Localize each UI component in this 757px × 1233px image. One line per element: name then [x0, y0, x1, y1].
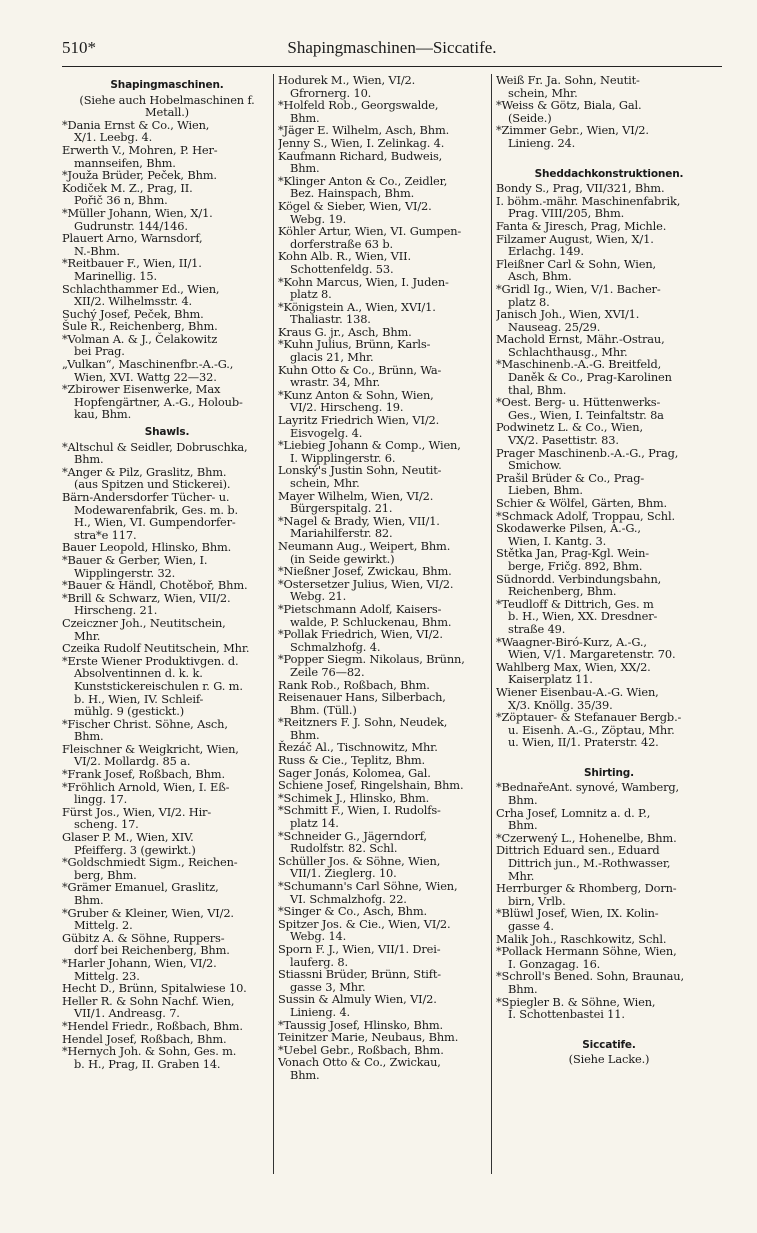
directory-entry: Hecht D., Brünn, Spitalwiese 10. [62, 981, 247, 996]
directory-entry: Filzamer August, Wien, X/1. Erlachg. 149. [496, 231, 654, 259]
directory-entry: Heller R. & Sohn Nachf. Wien, VII/1. Andreasg. 7. [62, 993, 235, 1021]
directory-column-3 [496, 74, 722, 1214]
section-heading: Sheddachkonstruktionen. [534, 167, 684, 180]
directory-entry: *Hernych Joh. & Sohn, Ges. m. b. H., Prag, II. Graben 14. [62, 1044, 237, 1071]
section-heading: Shawls. [144, 426, 190, 439]
directory-entry: *BednařeAnt. synové, Wamberg, Bhm. [496, 780, 680, 808]
directory-entry: Řezáč Al., Tischnowitz, Mhr. [278, 740, 438, 755]
directory-entry: Schlachthammer Ed., Wien, XII/2. Wilhelmsstr. 4. [62, 281, 220, 309]
directory-entry: Suchý Josef, Peček, Bhm. [62, 306, 204, 321]
directory-entry: *Zbirower Eisenwerke, Max Hopfengärtner, A.-G., Holoub- kau, Bhm. [62, 382, 243, 422]
column-divider [273, 74, 274, 1174]
directory-entry: Sager Jonás, Kolomea, Gal. [278, 765, 431, 780]
directory-entry: Sussin & Almuly Wien, VI/2. Linieng. 4. [278, 992, 437, 1019]
directory-entry: *Kohn Marcus, Wien, I. Juden- platz 8. [278, 274, 449, 302]
directory-entry: Herrburger & Rhomberg, Dorn- birn, Vrlb. [496, 881, 677, 908]
directory-entry: *Reitzners F. J. Sohn, Neudek, Bhm. [278, 715, 448, 742]
directory-entry: *Schroll's Bened. Sohn, Braunau, Bhm. [496, 969, 684, 996]
directory-entry: Crha Josef, Lomnitz a. d. P., Bhm. [496, 805, 651, 833]
directory-entry: *Singer & Co., Asch, Bhm. [278, 904, 427, 919]
directory-entry: Malik Joh., Raschkowitz, Schl. [496, 931, 667, 946]
directory-entry: Schiene Josef, Ringelshain, Bhm. [278, 778, 464, 793]
directory-entry: Reisenauer Hans, Silberbach, Bhm. (Tüll.) [278, 690, 446, 717]
directory-entry: *Czerwený L., Hohenelbe, Bhm. [496, 830, 677, 845]
directory-entry: *Müller Johann, Wien, X/1. Gudrunstr. 144/146. [62, 205, 213, 233]
directory-entry: Südnordd. Verbindungsbahn, Reichenberg, Bhm. [496, 571, 662, 599]
directory-entry: Kodiček M. Z., Prag, II. Pořič 36 n, Bhm. [62, 180, 193, 208]
directory-entry: Dittrich Eduard sen., Eduard Dittrich jun., M.-Rothwasser, Mhr. [496, 843, 671, 883]
directory-entry: *Zimmer Gebr., Wien, VI/2. Linieng. 24. [496, 123, 649, 150]
directory-entry: Fürst Jos., Wien, VI/2. Hir- scheng. 17. [62, 804, 212, 832]
directory-entry: *Hendel Friedr., Roßbach, Bhm. [62, 1018, 243, 1033]
section-note: (Siehe Lacke.) [568, 1052, 650, 1067]
directory-entry: *Nießner Josef, Zwickau, Bhm. [278, 564, 452, 579]
directory-entry: *Gruber & Kleiner, Wien, VI/2. Mittelg. 2. [62, 905, 234, 933]
directory-entry: Wiener Eisenbau-A.-G. Wien, X/3. Knöllg. 35/39. [496, 684, 659, 712]
directory-entry: *Königstein A., Wien, XVI/1. Thaliastr. 138. [278, 299, 436, 327]
directory-entry: Fleischner & Weigkricht, Wien, VI/2. Mollardg. 85 a. [62, 741, 239, 769]
directory-entry: Schüller Jos. & Söhne, Wien, VII/1. Zieglerg. 10. [278, 853, 441, 881]
directory-entry: Šule R., Reichenberg, Bhm. [62, 319, 218, 334]
directory-entry: Janisch Joh., Wien, XVI/1. Nauseag. 25/29. [496, 307, 640, 334]
directory-entry: *Pollak Friedrich, Wien, VI/2. Schmalzhofg. 4. [278, 627, 443, 654]
directory-entry: Kuhn Otto & Co., Brünn, Wa- wrastr. 34, Mhr. [278, 362, 442, 390]
directory-entry: *Popper Siegm. Nikolaus, Brünn, Zeile 76—82. [278, 652, 465, 679]
directory-entry: Teinitzer Marie, Neubaus, Bhm. [278, 1030, 459, 1045]
directory-entry: I. böhm.-mähr. Maschinenfabrik, Prag. VIII/205, Bhm. [496, 193, 681, 221]
directory-entry: *Zöptauer- & Stefanauer Bergb.- u. Eisenh. A.-G., Zöptau, Mhr. u. Wien, II/1. Praterstr. 42. [496, 710, 682, 750]
running-title: Shapingmaschinen—Siccatife. [287, 38, 497, 57]
directory-entry: *Kunz Anton & Sohn, Wien, VI/2. Hirscheng. 19. [278, 387, 434, 415]
page-header [62, 38, 722, 62]
directory-entry: *Blüwl Josef, Wien, IX. Kolin- gasse 4. [496, 906, 659, 933]
directory-entry: *Weiss & Götz, Biala, Gal. (Seide.) [496, 98, 642, 125]
directory-entry: Erwerth V., Mohren, P. Her- mannseifen, Bhm. [62, 142, 218, 170]
directory-entry: *Brill & Schwarz, Wien, VII/2. Hirscheng. 21. [62, 590, 231, 618]
directory-entry: *Goldschmiedt Sigm., Reichen- berg, Bhm. [62, 855, 238, 882]
directory-entry: *Fischer Christ. Söhne, Asch, Bhm. [62, 716, 228, 744]
directory-entry: *Schimek J., Hlinsko, Bhm. [278, 790, 430, 805]
directory-entry: *Schneider G., Jägerndorf, Rudolfstr. 82. Schl. [278, 828, 427, 856]
directory-entry: Layritz Friedrich Wien, VI/2. Eisvogelg. 4. [278, 413, 440, 440]
directory-entry: Prager Maschinenb.-A.-G., Prag, Smichow. [496, 445, 679, 473]
directory-entry: *Altschul & Seidler, Dobruschka, Bhm. [62, 439, 248, 467]
directory-entry: *Spiegler B. & Söhne, Wien, I. Schottenbastei 11. [496, 994, 656, 1022]
directory-entry: Prašil Brüder & Co., Prag- Lieben, Bhm. [496, 470, 645, 498]
directory-entry: Plauert Arno, Warnsdorf, N.-Bhm. [62, 231, 203, 258]
section-heading: Shapingmaschinen. [110, 79, 224, 91]
directory-entry: Czeiczner Joh., Neutitschein, Mhr. [62, 615, 226, 643]
directory-entry: Jenny S., Wien, I. Zelinkag. 4. [278, 135, 445, 150]
directory-entry: Glaser P. M., Wien, XIV. Pfeifferg. 3 (gewirkt.) [62, 830, 196, 857]
directory-entry: *Klinger Anton & Co., Zeidler, Bez. Hainspach, Bhm. [278, 173, 448, 201]
directory-entry: *Fröhlich Arnold, Wien, I. Eß- lingg. 17. [62, 779, 230, 807]
directory-entry: Kraus G. jr., Asch, Bhm. [278, 324, 412, 339]
directory-entry: *Erste Wiener Produktivgen. d. Absolventinnen d. k. k. Kunststickereischulen r. G. m. b. H., Wien, IV. Schleif- mühlg. 9 (gestickt.) [62, 653, 243, 719]
directory-entry: Podwinetz L. & Co., Wien, VX/2. Pasettistr. 83. [496, 420, 643, 448]
directory-entry: Gübitz A. & Söhne, Ruppers- dorf bei Reichenberg, Bhm. [62, 930, 230, 958]
directory-entry: Hodurek M., Wien, VI/2. Gfrornerg. 10. [278, 74, 416, 100]
directory-entry: Stětka Jan, Prag-Kgl. Wein- berge, Fričg. 892, Bhm. [496, 546, 649, 573]
directory-entry: *Kuhn Julius, Brünn, Karls- glacis 21, Mhr. [278, 337, 431, 365]
directory-entry: „Vulkan“, Maschinenfbr.-A.-G., Wien, XVI. Wattg 22—32. [62, 357, 234, 384]
directory-entry: *Oest. Berg- u. Hüttenwerks- Ges., Wien, I. Teinfaltstr. 8a [496, 395, 664, 422]
directory-entry: *Gridl Ig., Wien, V/1. Bacher- platz 8. [496, 281, 661, 309]
directory-entry: Russ & Cie., Teplitz, Bhm. [278, 753, 426, 768]
directory-entry: Kaufmann Richard, Budweis, Bhm. [278, 148, 443, 176]
header-rule [62, 66, 722, 67]
page-number: 510* [62, 38, 96, 57]
directory-entry: *Pietschmann Adolf, Kaisers- walde, P. Schluckenau, Bhm. [278, 601, 452, 629]
directory-entry: Bondy S., Prag, VII/321, Bhm. [496, 181, 665, 196]
directory-entry: *Bauer & Gerber, Wien, I. Wipplingerstr. 32. [62, 552, 208, 580]
directory-entry: Kohn Alb. R., Wien, VII. Schottenfeldg. 53. [278, 249, 411, 276]
directory-entry: Schier & Wölfel, Gärten, Bhm. [496, 496, 668, 510]
directory-entry: Neumann Aug., Weipert, Bhm. (in Seide gewirkt.) [278, 538, 451, 566]
directory-entry: Spitzer Jos. & Cie., Wien, VI/2. Webg. 14. [278, 916, 451, 944]
directory-entry: Vonach Otto & Co., Zwickau, Bhm. [278, 1055, 441, 1082]
directory-column-1 [62, 74, 272, 1214]
directory-entry: *Taussig Josef, Hlinsko, Bhm. [278, 1017, 444, 1032]
directory-entry: Wahlberg Max, Wien, XX/2. Kaiserplatz 11. [496, 659, 651, 687]
directory-entry: *Uebel Gebr., Roßbach, Bhm. [278, 1042, 444, 1057]
directory-entry: *Pollack Hermann Söhne, Wien, I. Gonzagag. 16. [496, 944, 677, 971]
section-note: (Siehe auch Hobelmaschinen f. Metall.) [79, 92, 255, 120]
directory-entry: Bärn-Andersdorfer Tücher- u. Modewarenfabrik, Ges. m. b. H., Wien, VI. Gumpendorfer- stra*e 117. [62, 490, 238, 542]
directory-entry: Sporn F. J., Wien, VII/1. Drei- lauferg. 8. [278, 941, 441, 969]
directory-entry: Hendel Josef, Roßbach, Bhm. [62, 1031, 227, 1046]
directory-entry: *Anger & Pilz, Graslitz, Bhm. (aus Spitzen und Stickerei). [62, 464, 231, 492]
directory-entry: Skodawerke Pilsen, A.-G., Wien, I. Kantg. 3. [496, 521, 641, 548]
directory-entry: *Bauer & Händl, Chotěboř, Bhm. [62, 578, 248, 593]
directory-entry: *Waagner-Biró-Kurz, A.-G., Wien, V/1. Margaretenstr. 70. [496, 634, 676, 662]
directory-entry: *Holfeld Rob., Georgswalde, Bhm. [278, 98, 439, 125]
directory-entry: *Schumann's Carl Söhne, Wien, VI. Schmalzhofg. 22. [278, 879, 458, 906]
directory-entry: *Teudloff & Dittrich, Ges. m b. H., Wien, XX. Dresdner- straße 49. [496, 596, 658, 636]
directory-entry: *Volman A. & J., Čelakowitz bei Prag. [62, 331, 218, 359]
directory-entry: *Schmack Adolf, Troppau, Schl. [496, 508, 675, 523]
directory-entry: *Liebieg Johann & Comp., Wien, I. Wipplingerstr. 6. [278, 438, 461, 465]
directory-entry: Lonský's Justin Sohn, Neutit- schein, Mhr. [278, 463, 442, 490]
directory-entry: *Schmitt F., Wien, I. Rudolfs- platz 14. [278, 803, 441, 831]
directory-entry: *Reitbauer F., Wien, II/1. Marinellig. 15. [62, 256, 202, 283]
directory-entry: Machold Ernst, Mähr.-Ostrau, Schlachthausg., Mhr. [496, 332, 665, 359]
directory-entry: *Harler Johann, Wien, VI/2. Mittelg. 23. [62, 955, 217, 983]
directory-entry: Mayer Wilhelm, Wien, VI/2. Bürgerspitalg. 21. [278, 488, 434, 516]
directory-entry: Rank Rob., Roßbach, Bhm. [278, 677, 430, 692]
directory-entry: Bauer Leopold, Hlinsko, Bhm. [62, 540, 232, 555]
directory-entry: *Nagel & Brady, Wien, VII/1. Mariahilferstr. 82. [278, 513, 440, 541]
directory-entry: *Dania Ernst & Co., Wien, X/1. Leebg. 4. [62, 117, 210, 145]
directory-entry: Fanta & Jiresch, Prag, Michle. [496, 218, 667, 233]
directory-entry: *Frank Josef, Roßbach, Bhm. [62, 767, 225, 782]
directory-entry: *Maschinenb.-A.-G. Breitfeld, Daněk & Co., Prag-Karolinen thal, Bhm. [496, 357, 672, 397]
directory-entry: *Jäger E. Wilhelm, Asch, Bhm. [278, 123, 450, 138]
directory-entry: Weiß Fr. Ja. Sohn, Neutit- schein, Mhr. [496, 74, 640, 100]
directory-entry: *Grämer Emanuel, Graslitz, Bhm. [62, 880, 219, 907]
directory-entry: Czeika Rudolf Neutitschein, Mhr. [62, 641, 250, 656]
directory-entry: Kögel & Sieber, Wien, VI/2. Webg. 19. [278, 198, 432, 226]
directory-entry: Fleißner Carl & Sohn, Wien, Asch, Bhm. [496, 256, 657, 284]
directory-entry: *Ostersetzer Julius, Wien, VI/2. Webg. 21. [278, 576, 454, 604]
directory-entry: Köhler Artur, Wien, VI. Gumpen- dorferstraße 63 b. [278, 224, 462, 251]
directory-column-2 [278, 74, 492, 1214]
section-heading: Shirting. [583, 766, 635, 779]
directory-entry: *Jouža Brüder, Peček, Bhm. [62, 168, 217, 183]
directory-entry: Stiassni Brüder, Brünn, Stift- gasse 3, Mhr. [278, 967, 441, 994]
section-heading: Siccatife. [582, 1038, 636, 1051]
